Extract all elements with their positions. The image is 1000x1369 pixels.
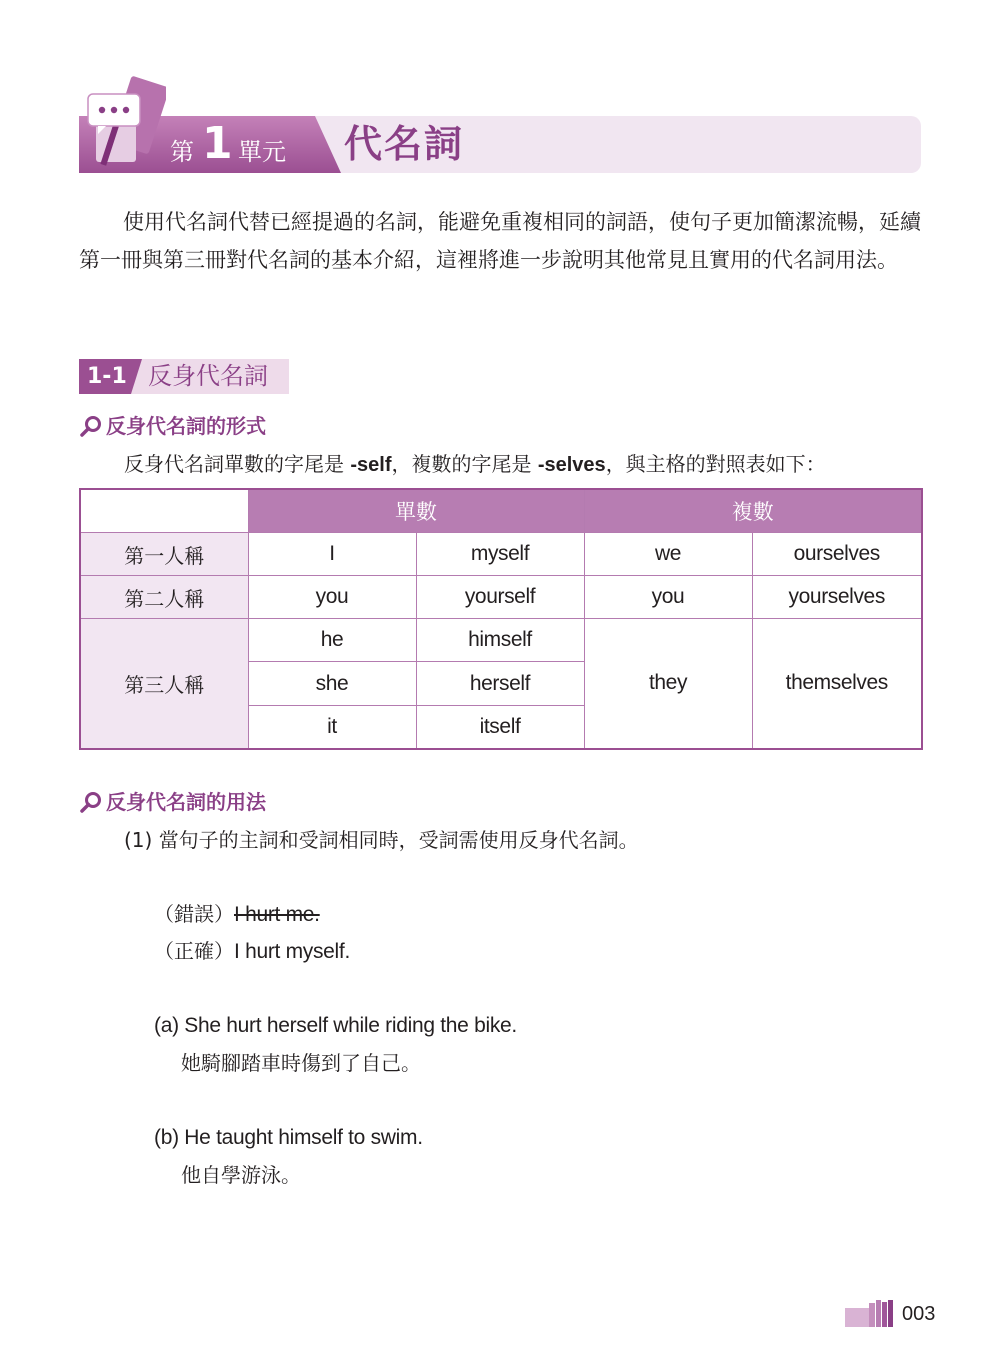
intro-paragraph: 使用代名詞代替已經提過的名詞，能避免重複相同的詞語，使句子更加簡潔流暢，延續第一冊與第三冊對代名詞的基本介紹，這裡將進一步說明其他常見且實用的代名詞用法。: [79, 210, 921, 272]
second-person-label: 第二人稱: [80, 576, 248, 619]
table-row: [80, 533, 922, 576]
chapter-prefix: 第: [170, 138, 194, 166]
section-title: 反身代名詞: [148, 362, 268, 390]
chapter-title: 代名詞: [344, 122, 465, 166]
table-header-row: [80, 489, 922, 533]
page-number: 003: [902, 1303, 936, 1325]
table-cell: himself: [416, 619, 584, 662]
usage-rule-1: (1) 當句子的主詞和受詞相同時，受詞需使用反身代名詞。: [124, 828, 639, 852]
section-number: 1-1: [87, 364, 127, 389]
forms-desc-part: ，複數的字尾是: [391, 452, 538, 476]
example-b: (b) He taught himself to swim.: [154, 1126, 423, 1149]
table-cell: themselves: [752, 619, 922, 749]
forms-heading-text: 反身代名詞的形式: [106, 414, 266, 438]
suffix-self: -self: [350, 454, 392, 476]
table-corner: [80, 489, 248, 533]
singular-header: 單數: [248, 489, 584, 533]
table-cell: yourself: [416, 576, 584, 619]
table-cell: herself: [416, 662, 584, 706]
table-cell: we: [584, 533, 752, 576]
correct-label: （正確）: [154, 939, 234, 963]
correct-example: [154, 937, 350, 966]
chat-bubble-icon: [86, 76, 166, 168]
chapter-number: 1: [202, 118, 233, 169]
forms-desc-part: ，與主格的對照表如下：: [605, 452, 826, 476]
books-icon: [845, 1300, 897, 1327]
reflexive-pronoun-table: [79, 488, 923, 750]
table-cell: you: [584, 576, 752, 619]
chapter-suffix: 單元: [238, 138, 286, 166]
table-cell: they: [584, 619, 752, 749]
table-cell: she: [248, 662, 416, 706]
table-cell: you: [248, 576, 416, 619]
forms-heading: [79, 412, 266, 440]
table-cell: itself: [416, 706, 584, 749]
example-a-translation: 她騎腳踏車時傷到了自己。: [181, 1051, 421, 1075]
table-cell: myself: [416, 533, 584, 576]
third-person-label: 第三人稱: [80, 619, 248, 749]
table-cell: he: [248, 619, 416, 662]
example-b-translation: 他自學游泳。: [181, 1163, 301, 1187]
usage-heading-text: 反身代名詞的用法: [106, 790, 266, 814]
wrong-label: （錯誤）: [154, 902, 234, 926]
forms-description: [124, 450, 826, 479]
magnifier-icon: [79, 790, 103, 814]
correct-sentence: I hurt myself.: [234, 940, 350, 963]
wrong-example: [154, 900, 320, 929]
table-cell: it: [248, 706, 416, 749]
first-person-label: 第一人稱: [80, 533, 248, 576]
forms-desc-part: 反身代名詞單數的字尾是: [124, 452, 351, 476]
table-cell: I: [248, 533, 416, 576]
table-cell: ourselves: [752, 533, 922, 576]
table-cell: yourselves: [752, 576, 922, 619]
plural-header: 複數: [584, 489, 922, 533]
table-row: [80, 576, 922, 619]
suffix-selves: -selves: [537, 454, 606, 476]
example-a: (a) She hurt herself while riding the bike.: [154, 1014, 517, 1037]
table-row: [80, 619, 922, 662]
magnifier-icon: [79, 414, 103, 438]
usage-heading: [79, 788, 266, 816]
wrong-sentence: I hurt me.: [234, 903, 320, 926]
